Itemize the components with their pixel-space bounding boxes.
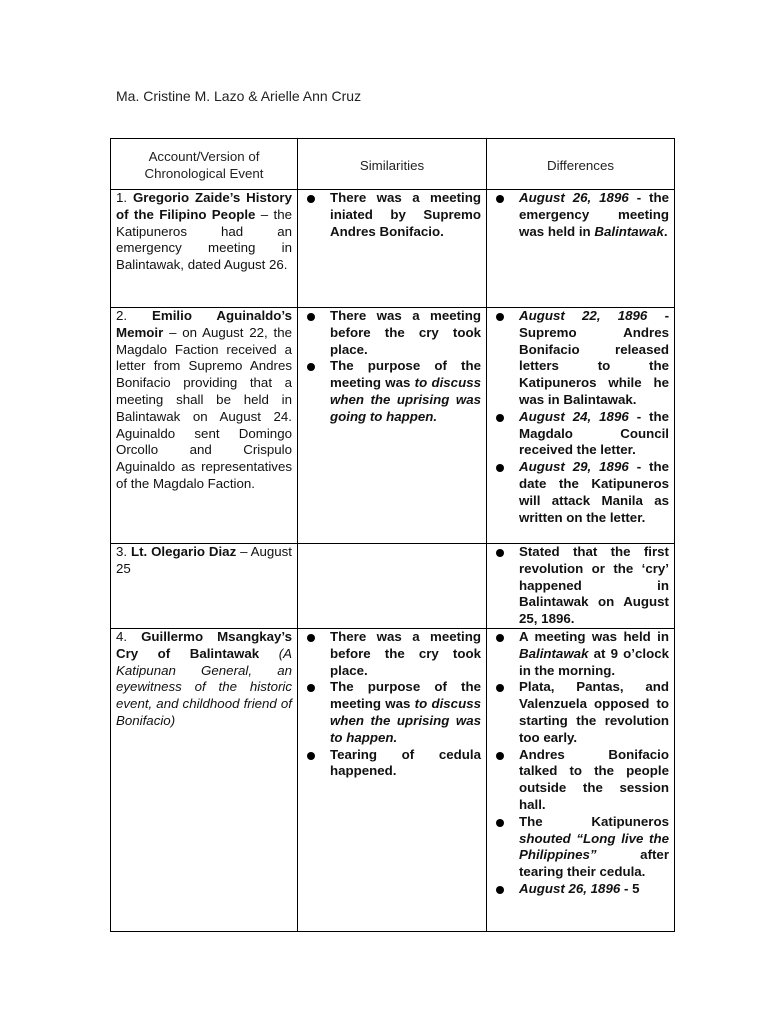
differences-cell xyxy=(487,190,675,308)
account-cell xyxy=(111,308,298,544)
list-item: Stated that the first revolution or the ‘cry’ happened in Balintawak on August 25, 1896. xyxy=(492,544,669,628)
account-number: 3. xyxy=(116,544,128,559)
account-name: Gregorio Zaide’s History of the Filipino People xyxy=(116,190,292,222)
list-item: There was a meeting before the cry took place. xyxy=(303,629,481,679)
list-item: The purpose of the meeting was to discuss when the uprising was to happen. xyxy=(303,679,481,746)
list-item: August 22, 1896 - Supremo Andres Bonifacio released letters to the Katipuneros while he was in Balintawak. xyxy=(492,308,669,409)
account-description: – on August 22, the Magdalo Faction received a letter from Supremo Andres Bonifacio providing that a meeting shall be held in Balintawak on August 24. Aguinaldo sent Domingo Orcollo and Crispulo Aguinaldo as representatives of the Magdalo Faction. xyxy=(116,324,292,491)
list-item: August 24, 1896 - the Magdalo Council received the letter. xyxy=(492,409,669,459)
account-cell xyxy=(111,544,298,629)
list-item: August 26, 1896 - 5 xyxy=(492,881,669,898)
account-name: Emilio Aguinaldo’s Memoir xyxy=(116,308,292,340)
table-row xyxy=(111,544,675,629)
differences-cell xyxy=(487,544,675,629)
differences-cell xyxy=(487,308,675,544)
header-differences: Differences xyxy=(487,139,675,190)
similarities-cell xyxy=(298,544,487,629)
differences-cell xyxy=(487,628,675,931)
table-header-row xyxy=(111,139,675,190)
list-item: The purpose of the meeting was to discuss when the uprising was going to happen. xyxy=(303,358,481,425)
list-item: Tearing of cedula happened. xyxy=(303,747,481,781)
events-table xyxy=(110,138,675,932)
account-number: 4. xyxy=(116,628,128,644)
account-description: – the Katipuneros had an emergency meeting in Balintawak, dated August 26. xyxy=(116,206,292,273)
list-item: Plata, Pantas, and Valenzuela opposed to starting the revolution too early. xyxy=(492,679,669,746)
table-row xyxy=(111,308,675,544)
table-row xyxy=(111,190,675,308)
header-similarities: Similarities xyxy=(298,139,487,190)
account-description: – August 25 xyxy=(116,544,292,576)
list-item: August 26, 1896 - the emergency meeting was held in Balintawak. xyxy=(492,190,669,240)
similarities-cell xyxy=(298,190,487,308)
table-row xyxy=(111,628,675,931)
list-item: Andres Bonifacio talked to the people outside the session hall. xyxy=(492,747,669,814)
account-number: 1. xyxy=(116,190,128,205)
header-account: Account/Version of Chronological Event xyxy=(111,139,298,190)
list-item: The Katipuneros shouted “Long live the Philippines” after tearing their cedula. xyxy=(492,814,669,881)
list-item: There was a meeting iniated by Supremo Andres Bonifacio. xyxy=(303,190,481,240)
account-number: 2. xyxy=(116,308,128,323)
account-name: Guillermo Msangkay’s Cry of Balintawak xyxy=(116,628,292,661)
account-cell xyxy=(111,190,298,308)
account-name: Lt. Olegario Diaz xyxy=(130,544,237,559)
list-item: There was a meeting before the cry took place. xyxy=(303,308,481,358)
authors-line: Ma. Cristine M. Lazo & Arielle Ann Cruz xyxy=(116,88,362,104)
list-item: August 29, 1896 - the date the Katipuneros will attack Manila as written on the letter. xyxy=(492,459,669,526)
account-description: (A Katipunan General, an eyewitness of the historic event, and childhood friend of Bonifacio) xyxy=(116,645,293,728)
account-cell xyxy=(111,628,298,931)
similarities-cell xyxy=(298,628,487,931)
list-item: A meeting was held in Balintawak at 9 o’clock in the morning. xyxy=(492,629,669,679)
similarities-cell xyxy=(298,308,487,544)
